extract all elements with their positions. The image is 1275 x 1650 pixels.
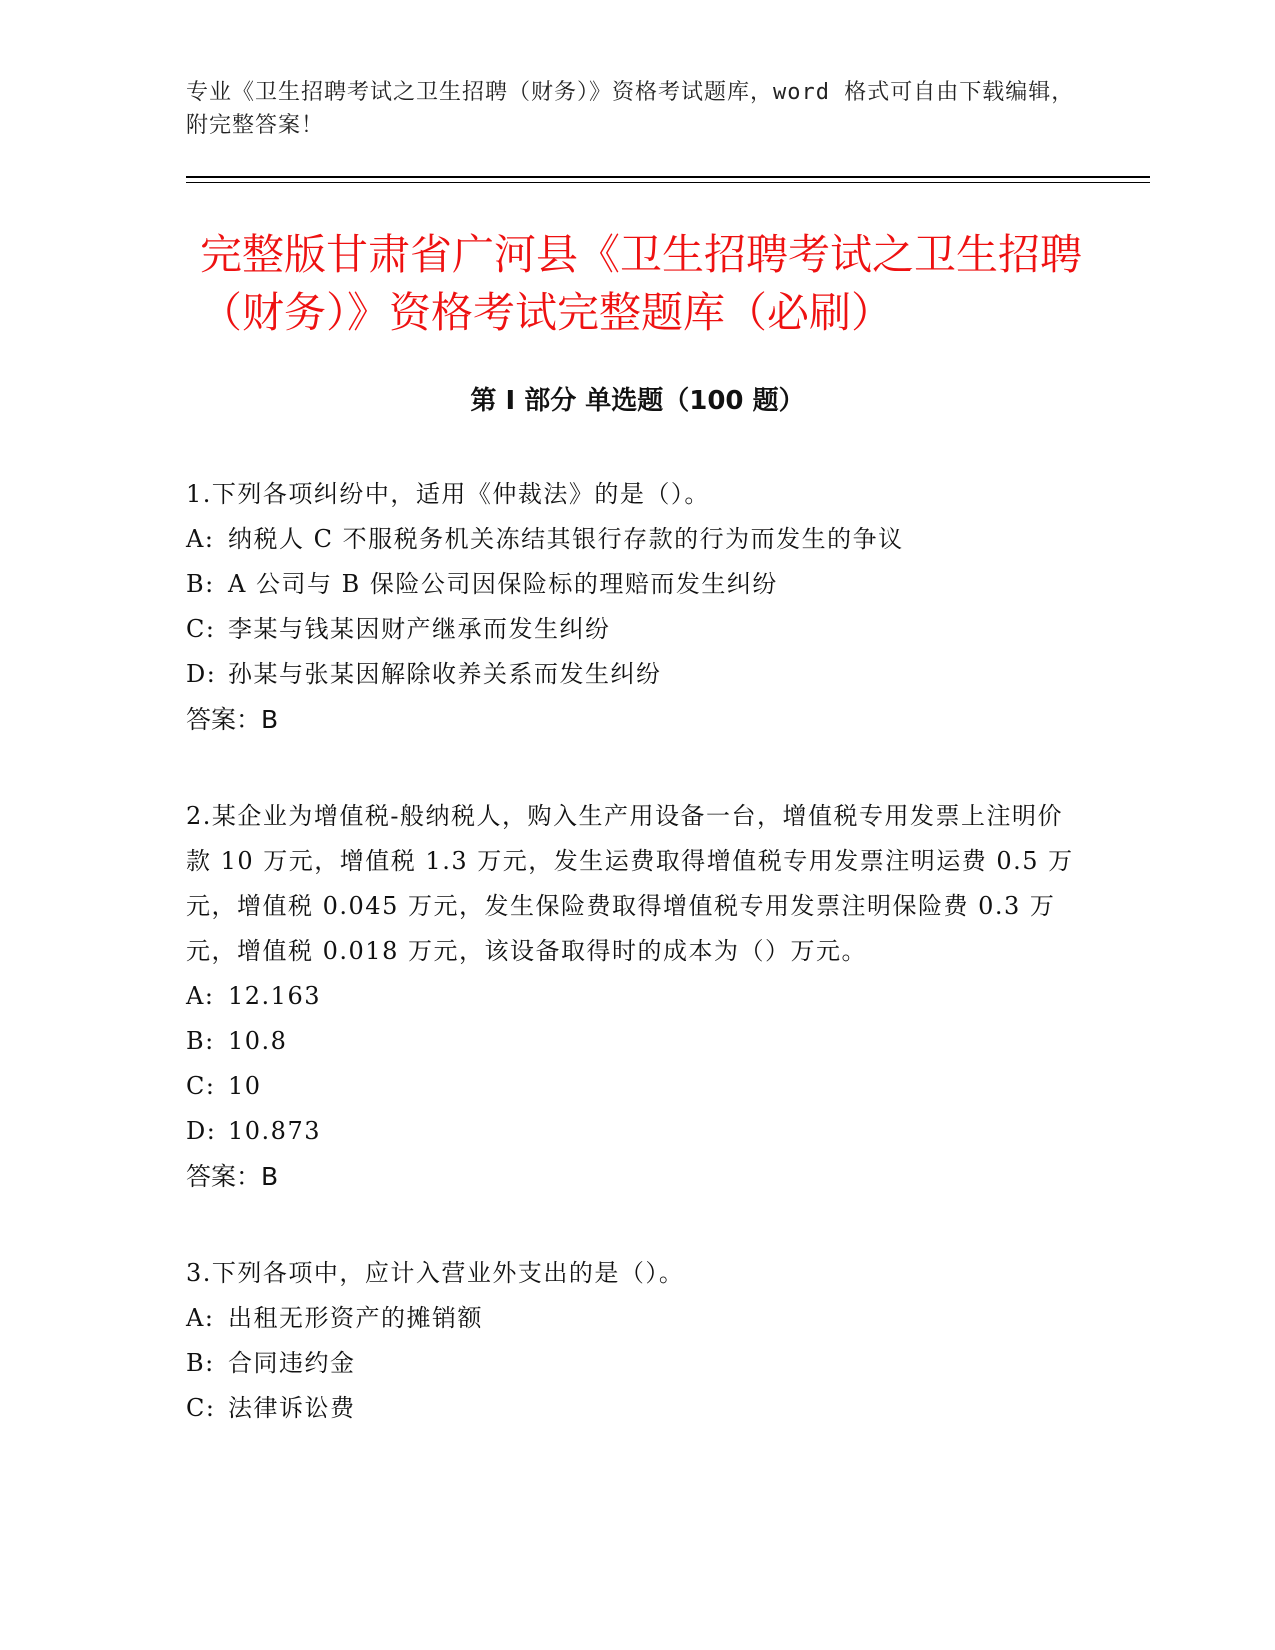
answer-option [186, 562, 1086, 607]
option-letter: C: [186, 1394, 216, 1422]
option-letter: B: [186, 1349, 215, 1377]
option-letter: B: [186, 1027, 215, 1055]
question-text: 1.下列各项纠纷中，适用《仲裁法》的是（）。 [186, 480, 710, 508]
option-letter: A: [186, 525, 215, 553]
header-divider-thin [186, 182, 1150, 183]
answer-option [186, 652, 1086, 697]
option-letter: A: [186, 1304, 215, 1332]
answer-key: 答案：B [186, 705, 279, 734]
option-text: 法律诉讼费 [228, 1394, 356, 1422]
option-text: 孙某与张某因解除收养关系而发生纠纷 [228, 660, 662, 688]
answer-option [186, 1019, 1086, 1064]
section-title: 第 I 部分 单选题（100 题） [470, 386, 805, 416]
option-text: A 公司与 B 保险公司因保险标的理赔而发生纠纷 [228, 570, 778, 598]
answer-option [186, 1064, 1086, 1109]
option-letter: A: [186, 982, 215, 1010]
question-text: 3.下列各项中，应计入营业外支出的是（）。 [186, 1259, 685, 1287]
document-title: 完整版甘肃省广河县《卫生招聘考试之卫生招聘（财务）》资格考试完整题库（必刷） [200, 230, 1083, 337]
answer-key: 答案：B [186, 1162, 279, 1191]
option-text: 12.163 [228, 982, 321, 1010]
question-item [186, 1251, 1086, 1431]
option-text: 出租无形资产的摊销额 [228, 1304, 483, 1332]
option-letter: D: [186, 1117, 217, 1145]
option-text: 10 [228, 1072, 262, 1100]
answer-option [186, 1341, 1086, 1386]
option-text: 纳税人 C 不服税务机关冻结其银行存款的行为而发生的争议 [228, 525, 904, 553]
answer-option [186, 1296, 1086, 1341]
option-letter: B: [186, 570, 215, 598]
option-text: 10.873 [228, 1117, 321, 1145]
answer-option [186, 974, 1086, 1019]
option-text: 合同违约金 [228, 1349, 356, 1377]
option-letter: D: [186, 660, 217, 688]
answer-option [186, 517, 1086, 562]
option-letter: C: [186, 615, 216, 643]
option-letter: C: [186, 1072, 216, 1100]
answer-option [186, 1386, 1086, 1431]
answer-option [186, 1109, 1086, 1154]
question-item [186, 472, 1086, 742]
header-divider-thick [186, 176, 1150, 178]
answer-option [186, 607, 1086, 652]
question-list [186, 472, 1086, 1483]
option-text: 李某与钱某因财产继承而发生纠纷 [228, 615, 611, 643]
option-text: 10.8 [228, 1027, 288, 1055]
question-item [186, 794, 1086, 1199]
header-note: 专业《卫生招聘考试之卫生招聘（财务）》资格考试题库，word 格式可自由下载编辑，附完整答案！ [186, 80, 1075, 138]
question-text: 2.某企业为增值税-般纳税人，购入生产用设备一台，增值税专用发票上注明价款 10 万元，增值税 1.3 万元，发生运费取得增值税专用发票注明运费 0.5 万元，增值税 0.045 万元，发生保险费取得增值税专用发票注明保险费 0.3 万元，增值税 0.018 万元，该设备取得时的成本为（）万元。 [186, 802, 1074, 965]
